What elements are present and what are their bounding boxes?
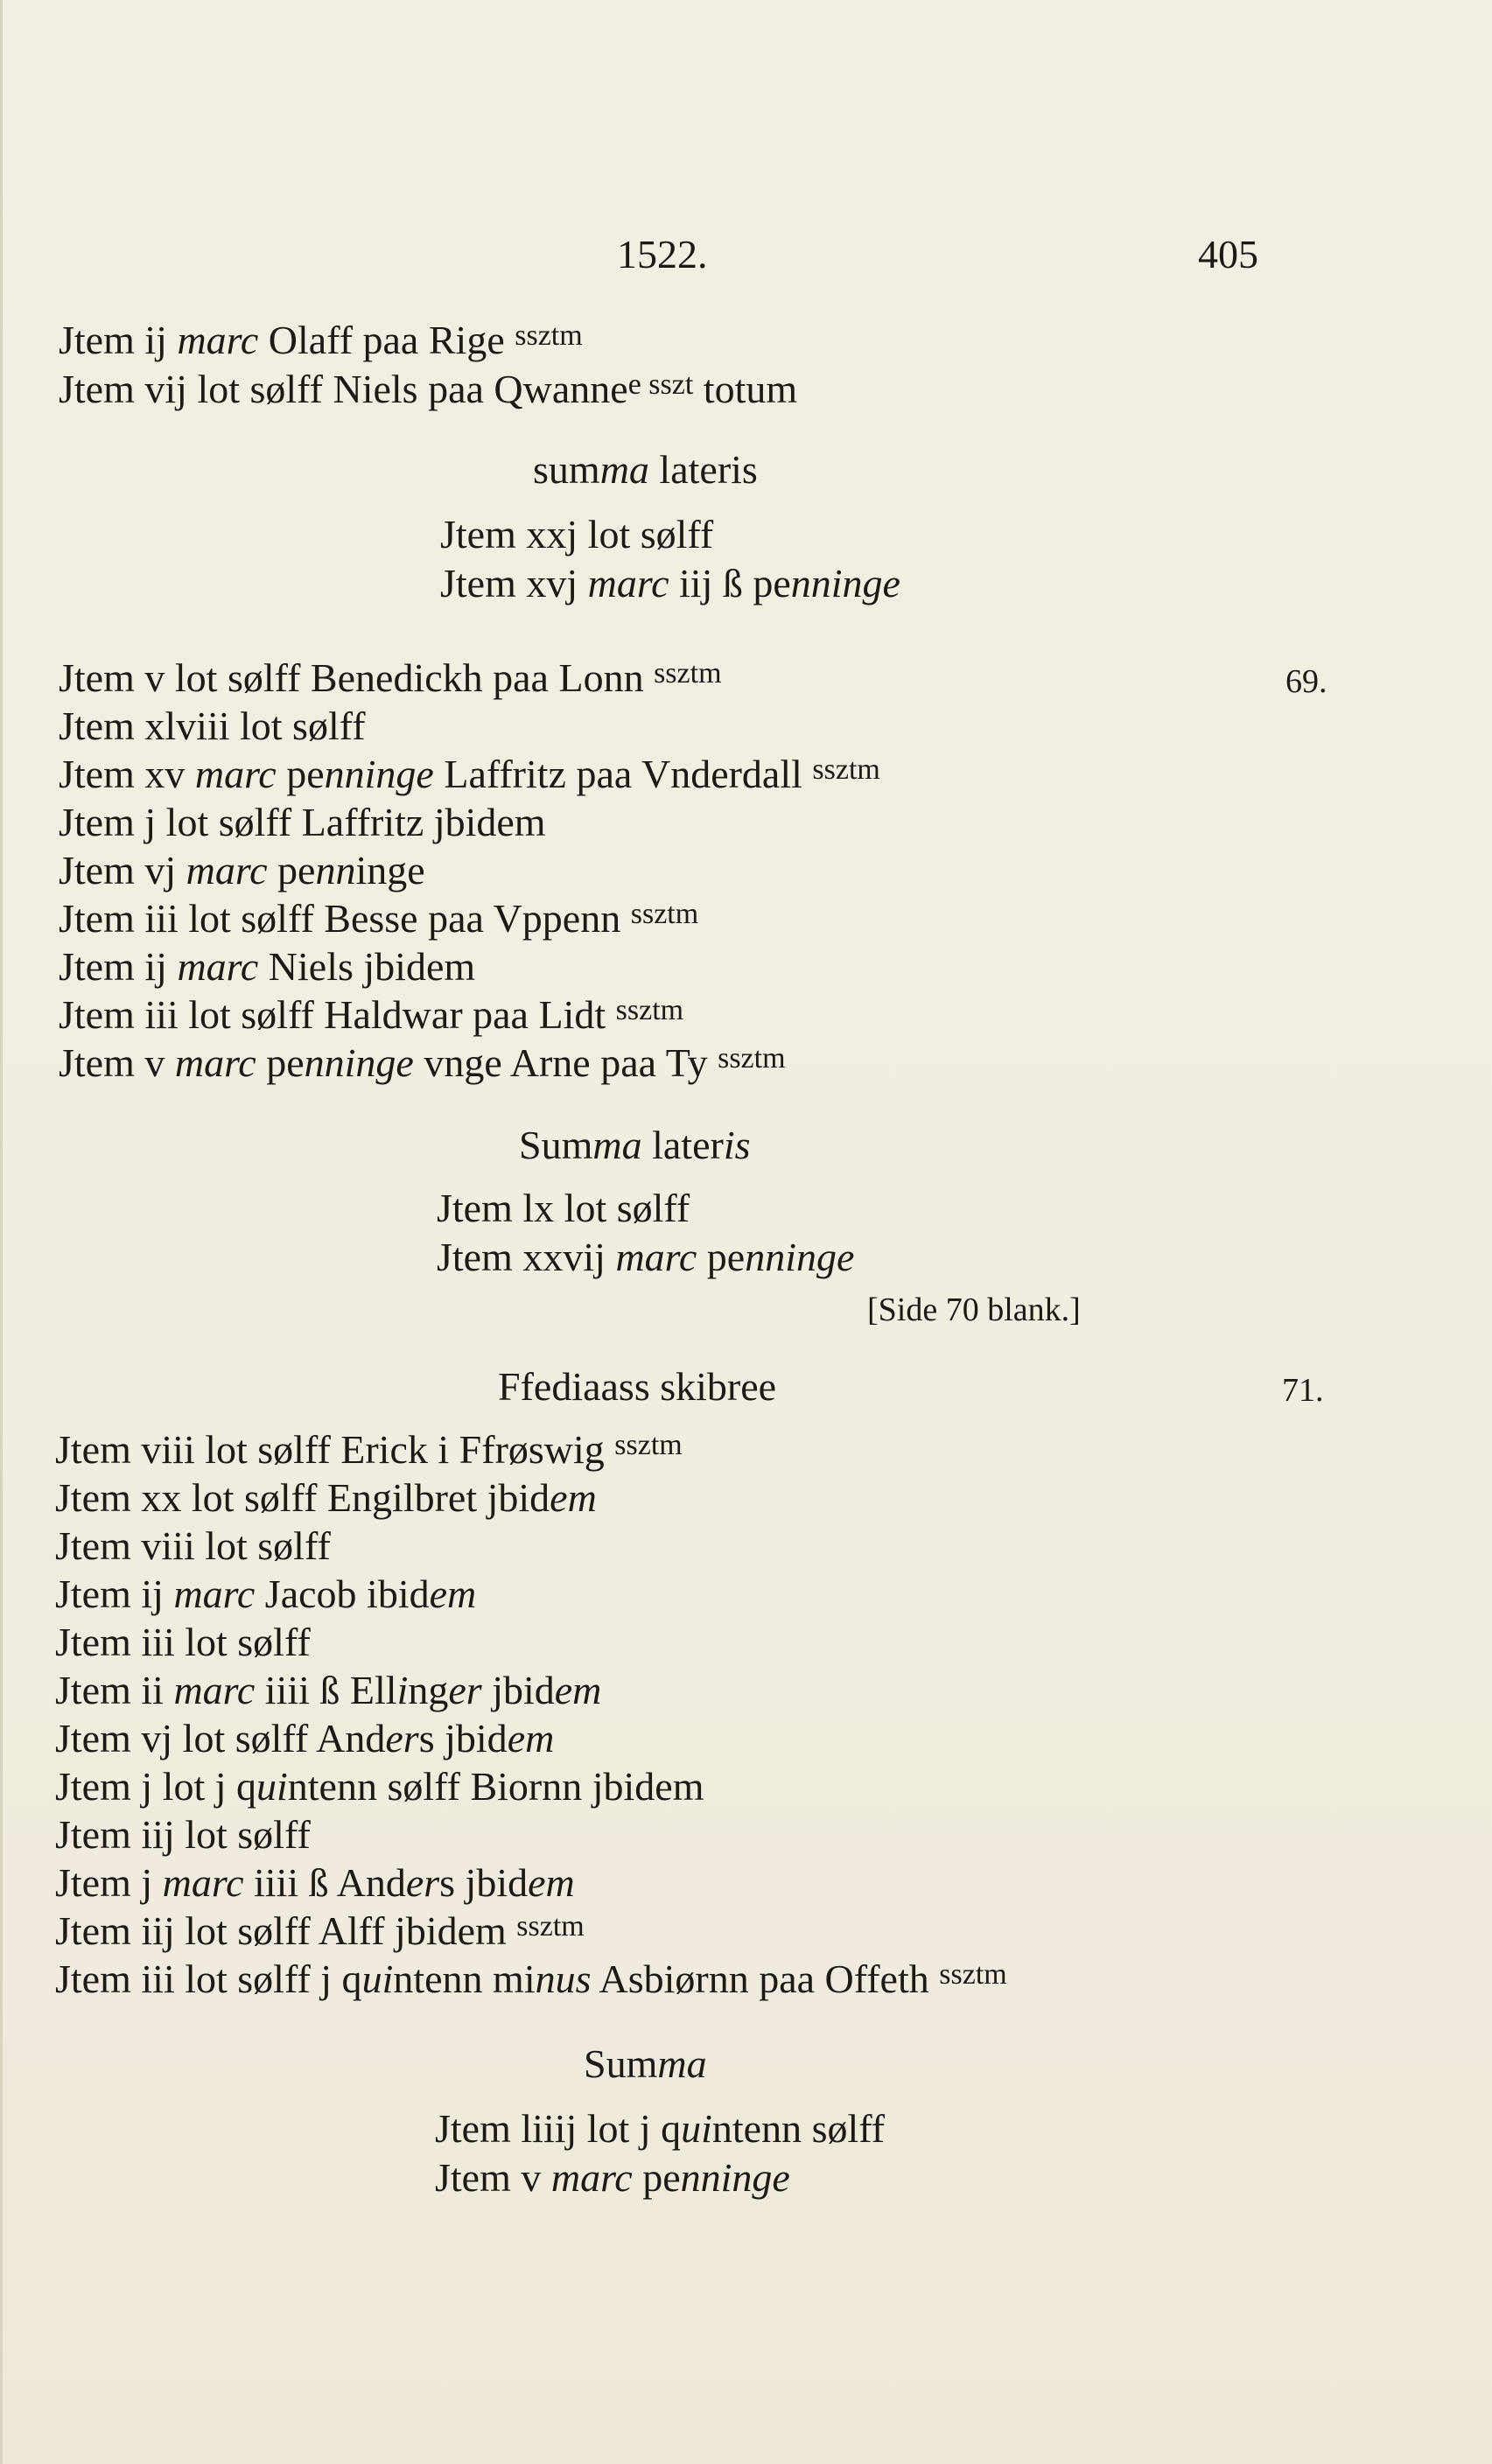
entry-line: Jtem v lot sølff Benedickh paa Lonn $^{ssztm}$ — [59, 655, 722, 700]
page-number: 405 — [1198, 232, 1258, 276]
summa-line: Jtem lx lot sølff — [437, 1186, 690, 1230]
marginal-number: 71. — [1282, 1372, 1324, 1409]
marginal-number: 69. — [1285, 663, 1327, 700]
summa-heading: Summa — [584, 2041, 707, 2086]
entry-line: Jtem viii lot sølff Erick i Ffrøswig $^{ssztm}$ — [55, 1427, 683, 1472]
blank-note: [Side 70 blank.] — [867, 1292, 1081, 1328]
summa-line: Jtem xxvij marc penninge — [437, 1235, 855, 1279]
summa-heading: summa lateris — [533, 447, 758, 492]
section-title: Ffediaass skibree — [498, 1364, 777, 1409]
entry-line: Jtem v marc penninge vnge Arne paa Ty $^{ssztm}$ — [59, 1040, 786, 1085]
entry-line: Jtem iii lot sølff — [55, 1620, 311, 1664]
entry-line: Jtem xlviii lot sølff — [59, 704, 366, 748]
entry-line: Jtem ij marc Olaff paa Rige $^{ssztm}$ — [59, 318, 583, 362]
entry-line: Jtem vij lot sølff Niels paa Qwanne$^{e sszt}$ totum — [59, 367, 798, 411]
entry-line: Jtem iii lot sølff j quintenn minus Asbiørnn paa Offeth $^{ssztm}$ — [55, 1956, 1007, 2001]
entry-line: Jtem ij marc Niels jbidem — [59, 944, 476, 989]
entry-line: Jtem xv marc penninge Laffritz paa Vnderdall $^{ssztm}$ — [59, 752, 880, 796]
entry-line: Jtem xx lot sølff Engilbret jbidem — [55, 1475, 597, 1520]
entry-line: Jtem j lot sølff Laffritz jbidem — [59, 800, 546, 844]
summa-line: Jtem xxj lot sølff — [440, 512, 714, 556]
entry-line: Jtem j lot j quintenn sølff Biornn jbidem — [55, 1764, 704, 1809]
header-year: 1522. — [617, 232, 708, 276]
summa-line: Jtem xvj marc iij ß penninge — [440, 561, 900, 606]
entry-line: Jtem iii lot sølff Besse paa Vppenn $^{ssztm}$ — [59, 896, 699, 941]
summa-heading: Summa lateris — [519, 1123, 751, 1167]
entry-line: Jtem ij marc Jacob ibidem — [55, 1572, 477, 1616]
entry-line: Jtem ii marc iiii ß Ellinger jbidem — [55, 1668, 602, 1712]
entry-line: Jtem iij lot sølff Alff jbidem $^{ssztm}$ — [55, 1908, 585, 1953]
entry-line: Jtem iii lot sølff Haldwar paa Lidt $^{ssztm}$ — [59, 992, 684, 1037]
entry-line: Jtem iij lot sølff — [55, 1812, 311, 1857]
entry-line: Jtem viii lot sølff — [55, 1523, 331, 1568]
summa-line: Jtem v marc penninge — [435, 2155, 790, 2200]
entry-line: Jtem vj lot sølff Anders jbidem — [55, 1716, 555, 1760]
entry-line: Jtem j marc iiii ß Anders jbidem — [55, 1860, 575, 1905]
summa-line: Jtem liiij lot j quintenn sølff — [435, 2106, 886, 2151]
entry-line: Jtem vj marc penninge — [59, 848, 425, 892]
